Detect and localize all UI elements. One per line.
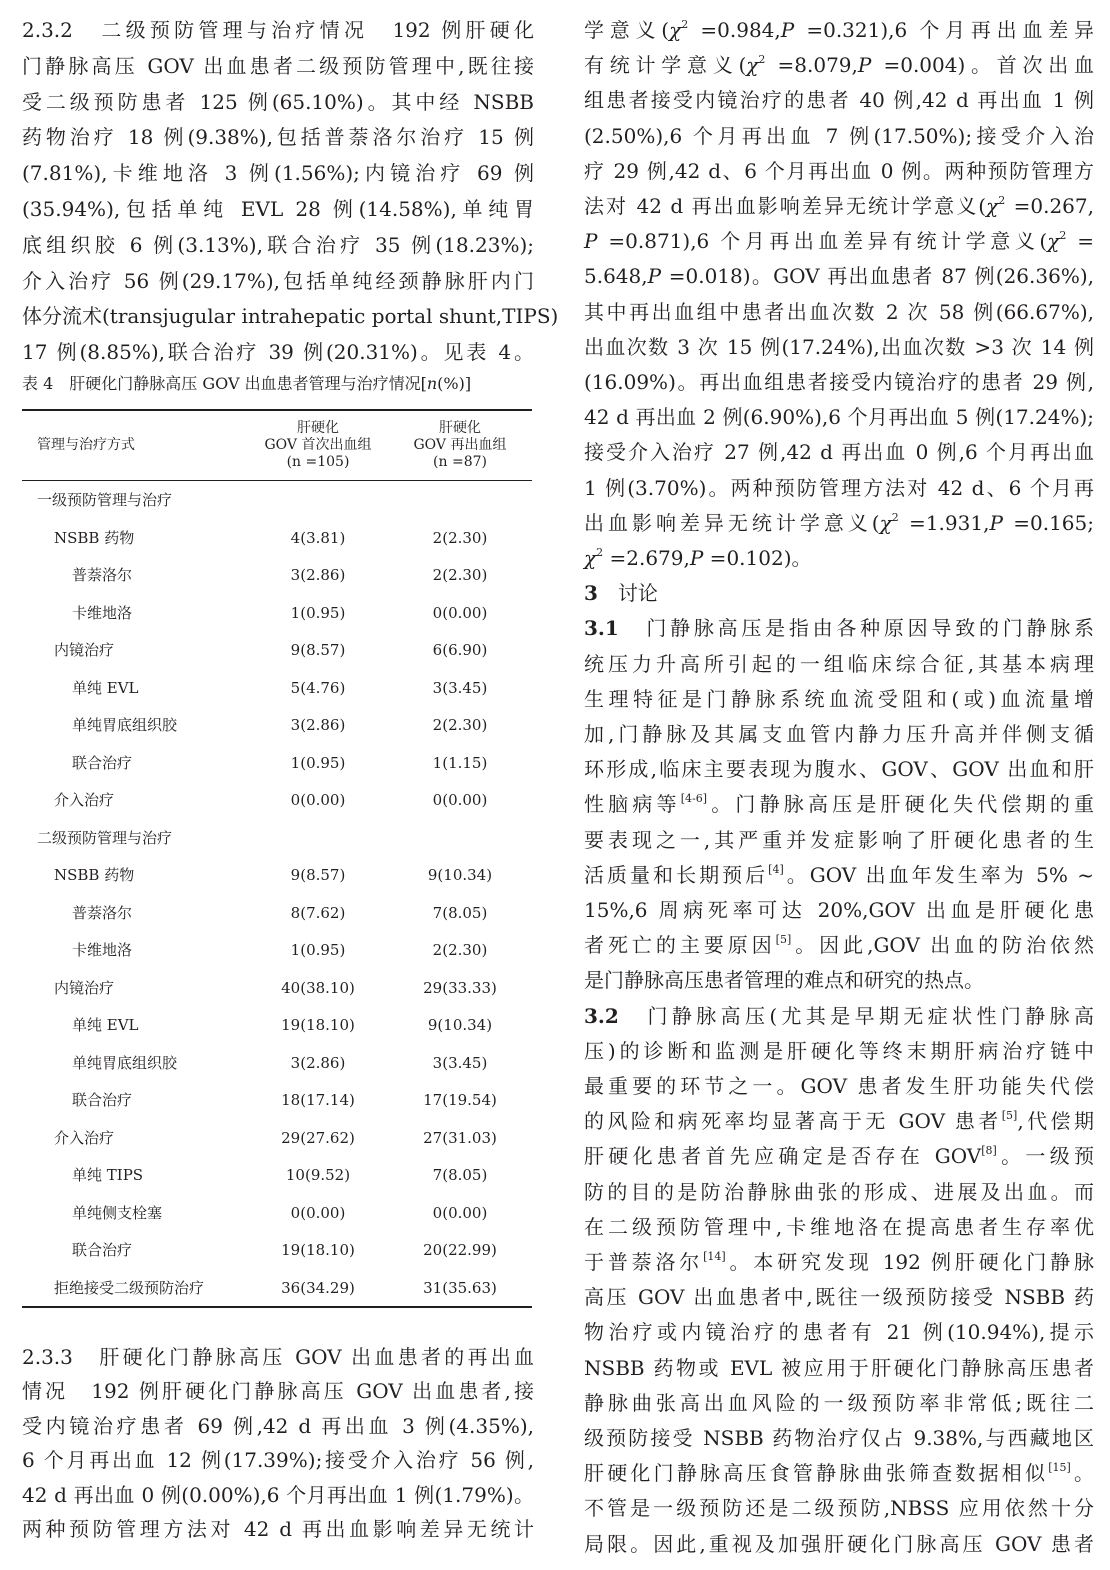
text-segment: 3.1 <box>584 616 619 641</box>
cell-first-bleed: 10(9.52) <box>285 1166 351 1184</box>
text-segment: NSBB 药物或 EVL 被应用于肝硬化门静脉高压患者 <box>584 1355 1094 1380</box>
text-line <box>22 1376 534 1406</box>
text-segment: 药物治疗 18 例(9.38%),包括普萘洛尔治疗 15 例 <box>22 125 534 150</box>
text-segment: P <box>780 18 795 42</box>
header-method: 管理与治疗方式 <box>37 437 135 453</box>
text-segment: 受二级预防患者 125 例(65.10%)。其中经 NSBB <box>22 89 534 114</box>
text-line <box>22 1445 534 1475</box>
text-segment: P <box>689 546 704 570</box>
cell-first-bleed: 1(0.95) <box>290 753 346 772</box>
text-line <box>584 1247 1094 1277</box>
cell-first-bleed: 36(34.29) <box>281 1278 355 1297</box>
text-segment: 底组织胶 6 例(3.13%),联合治疗 35 例(18.23%); <box>22 232 534 257</box>
text-segment: 1 例(3.70%)。两种预防管理方法对 42 d、6 个月再 <box>584 475 1094 500</box>
cell-first-bleed: 40(38.10) <box>281 978 355 997</box>
text-line <box>584 930 1094 960</box>
text-segment: 6 个月再出血 12 例(17.39%);接受介入治疗 56 例, <box>22 1448 534 1473</box>
text-segment: (7.81%),卡维地洛 3 例(1.56%);内镜治疗 69 例 <box>22 161 534 186</box>
row-label: 卡维地洛 <box>72 941 133 959</box>
text-segment: P <box>584 229 598 254</box>
text-line <box>584 367 1094 397</box>
cell-rebleed: 2(2.30) <box>432 566 488 584</box>
text-segment: 两种预防管理方法对 42 d 再出血影响差异无统计 <box>22 1517 534 1541</box>
text-segment: 活质量和长期预后 <box>584 862 769 887</box>
text-segment: =0.267, <box>1005 194 1094 218</box>
text-line <box>22 266 534 296</box>
text-segment: 防的目的是防治静脉曲张的形成、进展及出血。而 <box>584 1179 1094 1204</box>
text-segment: 其中再出血组中患者出血次数 2 次 58 例(66.67%), <box>584 299 1094 324</box>
cell-first-bleed: 3(2.86) <box>290 1053 346 1072</box>
cell-rebleed: 7(8.05) <box>432 1166 488 1184</box>
text-line <box>584 1493 1094 1523</box>
text-segment: χ <box>746 53 759 78</box>
text-line <box>22 158 534 188</box>
text-line <box>584 15 1094 45</box>
text-segment: 在二级预防管理中,卡维地洛在提高患者生存率优 <box>584 1214 1094 1239</box>
text-segment: 疗 29 例,42 d、6 个月再出血 0 例。两种预防管理方 <box>584 158 1094 183</box>
text-segment: 。本研究发现 192 例肝硬化门静脉 <box>725 1250 1095 1274</box>
text-segment: 。 <box>1070 1461 1095 1486</box>
caption-suffix: (%)] <box>437 374 472 393</box>
row-label: NSBB 药物 <box>54 866 135 884</box>
text-segment: 统压力升高所引起的一组临床综合征,其基本病理 <box>584 651 1094 676</box>
text-segment: 门静脉高压(尤其是早期无症状性门静脉高 <box>618 1003 1094 1028</box>
text-segment: =2.679, <box>603 546 690 570</box>
text-segment: 3 <box>584 581 598 606</box>
text-segment: 者死亡的主要原因 <box>584 933 776 958</box>
text-segment: = <box>1066 229 1094 254</box>
cell-rebleed: 9(10.34) <box>427 1016 493 1034</box>
text-line <box>584 1212 1094 1242</box>
text-segment: 门静脉高压是指由各种原因导致的门静脉系 <box>618 616 1094 641</box>
text-line <box>584 1353 1094 1383</box>
text-segment: 15%,6 周病死率可达 20%,GOV 出血是肝硬化患 <box>584 898 1094 922</box>
text-segment: P <box>647 264 662 289</box>
text-line <box>584 121 1094 151</box>
row-label: 联合治疗 <box>72 753 133 772</box>
text-line <box>584 543 1094 573</box>
cell-rebleed: 2(2.30) <box>432 941 488 959</box>
header-line: 肝硬化 <box>297 420 339 436</box>
superscript: 2 <box>758 53 766 67</box>
cell-first-bleed: 9(8.57) <box>290 866 346 884</box>
text-line <box>584 1529 1094 1559</box>
text-line <box>22 1480 534 1510</box>
superscript: 2 <box>998 194 1006 207</box>
text-segment: =0.165; <box>1002 510 1094 535</box>
cell-rebleed: 29(33.33) <box>423 978 497 997</box>
text-segment: 生理特征是门静脉系统血流受阻和(或)血流量增 <box>584 686 1094 711</box>
cell-rebleed: 6(6.90) <box>432 641 488 659</box>
cell-rebleed: 0(0.00) <box>432 603 488 622</box>
text-segment: 组患者接受内镜治疗的患者 40 例,42 d 再出血 1 例 <box>584 88 1094 113</box>
text-line <box>22 301 559 331</box>
text-line <box>22 122 534 152</box>
text-segment: 2.3.2 二级预防管理与治疗情况 192 例肝硬化 <box>22 18 534 42</box>
cell-first-bleed: 9(8.57) <box>290 641 346 659</box>
text-segment: 静脉曲张高出血风险的一级预防率非常低;既往二 <box>584 1390 1094 1415</box>
cell-rebleed: 3(3.45) <box>432 678 488 697</box>
superscript: 2 <box>681 18 689 31</box>
row-label: 介入治疗 <box>54 1128 115 1147</box>
superscript: 2 <box>891 510 899 524</box>
table-caption <box>22 372 534 396</box>
text-line <box>584 1388 1094 1418</box>
text-segment: =8.079, <box>765 53 858 78</box>
text-segment: 最重要的环节之一。GOV 患者发生肝功能失代偿 <box>584 1074 1094 1098</box>
cell-first-bleed: 19(18.10) <box>281 1016 355 1034</box>
cell-first-bleed: 0(0.00) <box>290 791 346 809</box>
text-segment: 压)的诊断和监测是肝硬化等终末期肝病治疗链中 <box>584 1038 1094 1063</box>
cell-first-bleed: 19(18.10) <box>281 1241 355 1259</box>
text-segment: =0.018)。GOV 再出血患者 87 例(26.36%), <box>661 264 1094 289</box>
cell-rebleed: 0(0.00) <box>432 791 488 809</box>
text-segment: 肝硬化门静脉高压食管静脉曲张筛查数据相似 <box>584 1461 1049 1486</box>
text-segment: 介入治疗 56 例(29.17%),包括单纯经颈静脉肝内门 <box>22 268 534 293</box>
superscript: [5] <box>1001 1109 1018 1123</box>
text-line <box>584 402 1094 432</box>
text-segment: 3.2 <box>584 1003 619 1028</box>
text-line <box>584 1141 1094 1171</box>
text-line <box>584 473 1094 503</box>
cell-first-bleed: 18(17.14) <box>281 1091 355 1109</box>
row-label: 单纯 TIPS <box>72 1166 144 1184</box>
text-segment: χ <box>584 546 597 570</box>
cell-first-bleed: 5(4.76) <box>290 678 346 697</box>
table-bottom-rule <box>22 1306 532 1308</box>
text-segment: χ <box>879 510 892 535</box>
text-segment: 5.648, <box>584 264 648 289</box>
text-segment: 42 d 再出血 0 例(0.00%),6 个月再出血 1 例(1.79%)。 <box>22 1482 534 1507</box>
cell-first-bleed: 8(7.62) <box>290 903 346 922</box>
text-segment: χ <box>986 194 999 218</box>
text-line <box>584 297 1094 327</box>
text-segment: 42 d 再出血 2 例(6.90%),6 个月再出血 5 例(17.24%); <box>584 405 1094 430</box>
text-line <box>584 965 1094 995</box>
superscript: [15] <box>1048 1461 1071 1475</box>
text-line <box>22 51 534 81</box>
cell-first-bleed: 4(3.81) <box>290 528 346 547</box>
text-segment: χ <box>669 18 682 42</box>
text-segment: 2.3.3 肝硬化门静脉高压 GOV 出血患者的再出血 <box>22 1345 534 1369</box>
text-line <box>584 895 1094 925</box>
text-segment: 不管是一级预防还是二级预防,NBSS 应用依然十分 <box>584 1496 1094 1521</box>
text-segment: (16.09%)。再出血组患者接受内镜治疗的患者 29 例, <box>584 370 1094 394</box>
header-first-bleed <box>248 420 388 471</box>
text-segment: 的风险和病死率均显著高于无 GOV 患者 <box>584 1109 1002 1134</box>
header-n: (n =87) <box>433 454 487 470</box>
text-segment: 。因此,GOV 出血的防治依然 <box>791 933 1094 958</box>
text-line <box>584 191 1094 221</box>
text-segment: =0.984, <box>688 18 781 42</box>
text-segment: 学意义( <box>584 18 670 42</box>
text-segment: 讨论 <box>597 581 658 606</box>
superscript: [4] <box>768 862 784 876</box>
cell-first-bleed: 0(0.00) <box>290 1203 346 1222</box>
text-line <box>584 1106 1094 1136</box>
text-segment: 情况 192 例肝硬化门静脉高压 GOV 出血患者,接 <box>22 1379 534 1404</box>
text-segment: P <box>989 510 1003 535</box>
text-line <box>584 1317 1094 1347</box>
cell-rebleed: 2(2.30) <box>432 716 488 734</box>
text-segment: 是门静脉高压患者管理的难点和研究的热点。 <box>584 968 984 993</box>
text-segment: 要表现之一,其严重并发症影响了肝硬化患者的生 <box>584 827 1094 852</box>
header-line: GOV 再出血组 <box>413 437 507 453</box>
caption-text: 表 4 肝硬化门静脉高压 GOV 出血患者管理与治疗情况[ <box>22 374 427 393</box>
text-segment: ,代偿期 <box>1017 1109 1094 1134</box>
text-line <box>22 15 534 45</box>
superscript: [4-6] <box>680 792 708 806</box>
header-rebleed <box>390 420 530 471</box>
row-label: 联合治疗 <box>72 1241 133 1259</box>
text-segment: 受内镜治疗患者 69 例,42 d 再出血 3 例(4.35%), <box>22 1413 534 1438</box>
text-line <box>584 261 1094 291</box>
text-segment: 门静脉高压 GOV 出血患者二级预防管理中,既往接 <box>22 53 534 78</box>
header-n: (n =105) <box>286 454 350 470</box>
text-line <box>22 230 534 260</box>
text-segment: =0.102)。 <box>703 546 812 570</box>
text-line <box>22 87 534 117</box>
caption-n: n <box>426 374 438 393</box>
cell-rebleed: 17(19.54) <box>423 1091 497 1109</box>
cell-rebleed: 27(31.03) <box>423 1128 497 1147</box>
row-label: 单纯 EVL <box>72 678 139 697</box>
text-line <box>584 85 1094 115</box>
text-line <box>22 1411 534 1441</box>
cell-rebleed: 1(1.15) <box>432 753 488 772</box>
text-segment: χ <box>1047 229 1060 254</box>
row-label: 普萘洛尔 <box>72 903 133 922</box>
text-segment: 局限。因此,重视及加强肝硬化门脉高压 GOV 患者 <box>584 1531 1094 1556</box>
table-top-rule <box>22 409 532 411</box>
superscript: 2 <box>596 546 604 559</box>
text-line <box>584 825 1094 855</box>
text-line <box>584 578 1094 608</box>
header-line: GOV 首次出血组 <box>264 437 372 453</box>
text-segment: 加,门静脉及其属支血管内静力压升高并伴侧支循 <box>584 722 1094 746</box>
text-line <box>584 613 1094 643</box>
superscript: [14] <box>703 1250 726 1263</box>
text-segment: =0.321),6 个月再出血差异 <box>794 18 1094 42</box>
text-line <box>584 50 1094 80</box>
text-line <box>584 508 1094 538</box>
text-segment: 级预防接受 NSBB 药物治疗仅占 9.38%,与西藏地区 <box>584 1426 1094 1450</box>
text-segment: 17 例(8.85%),联合治疗 39 例(20.31%)。见表 4。 <box>22 340 534 365</box>
text-segment: =1.931, <box>898 510 990 535</box>
text-segment: 体分流术(transjugular intrahepatic portal shunt,TIPS) <box>22 304 559 329</box>
text-line <box>584 437 1094 467</box>
text-segment: =0.871),6 个月再出血差异有统计学意义( <box>597 229 1048 254</box>
cell-rebleed: 7(8.05) <box>432 903 488 922</box>
superscript: [5] <box>775 933 792 947</box>
header-line: 肝硬化 <box>439 420 481 436</box>
text-line <box>22 1342 534 1372</box>
text-line <box>584 1423 1094 1453</box>
text-segment: 肝硬化患者首先应确定是否存在 GOV <box>584 1144 982 1169</box>
cell-rebleed: 2(2.30) <box>432 528 488 547</box>
row-label: 一级预防管理与治疗 <box>37 491 173 509</box>
text-line <box>584 719 1094 749</box>
cell-rebleed: 20(22.99) <box>423 1241 497 1259</box>
text-segment: 法对 42 d 再出血影响差异无统计学意义( <box>584 194 987 218</box>
text-segment: 性脑病等 <box>584 792 681 817</box>
text-line <box>584 684 1094 714</box>
row-label: 二级预防管理与治疗 <box>37 828 173 847</box>
text-line <box>584 1177 1094 1207</box>
cell-first-bleed: 3(2.86) <box>290 566 346 584</box>
text-line <box>584 1458 1094 1488</box>
text-line <box>22 194 534 224</box>
text-line <box>584 649 1094 679</box>
cell-rebleed: 31(35.63) <box>423 1278 497 1297</box>
text-segment: 高压 GOV 出血患者中,既往一级预防接受 NSBB 药 <box>584 1285 1094 1310</box>
text-segment: 物治疗或内镜治疗的患者有 21 例(10.94%),提示 <box>584 1320 1094 1345</box>
cell-rebleed: 3(3.45) <box>432 1053 488 1072</box>
text-segment: 。GOV 出血年发生率为 5% ~ <box>783 862 1094 887</box>
superscript: [8] <box>981 1144 997 1158</box>
text-segment: =0.004)。首次出血 <box>871 53 1094 78</box>
text-segment: (2.50%),6 个月再出血 7 例(17.50%);接受介入治 <box>584 123 1094 148</box>
row-label: 卡维地洛 <box>72 603 133 622</box>
cell-first-bleed: 3(2.86) <box>290 716 346 734</box>
text-segment: 。门静脉高压是肝硬化失代偿期的重 <box>707 792 1095 817</box>
text-segment: P <box>857 53 872 78</box>
text-line <box>584 754 1094 784</box>
row-label: 单纯侧支栓塞 <box>72 1203 163 1222</box>
text-segment: 。一级预 <box>996 1144 1095 1169</box>
cell-first-bleed: 29(27.62) <box>281 1128 355 1147</box>
row-label: 单纯胃底组织胶 <box>72 1053 178 1072</box>
text-segment: 出血次数 3 次 15 例(17.24%),出血次数 >3 次 14 例 <box>584 334 1094 359</box>
row-label: 单纯胃底组织胶 <box>72 716 178 734</box>
table-header-rule <box>22 480 532 481</box>
text-segment: 环形成,临床主要表现为腹水、GOV、GOV 出血和肝 <box>584 757 1094 782</box>
text-line <box>584 1282 1094 1312</box>
row-label: 内镜治疗 <box>54 978 115 997</box>
text-line <box>22 337 534 367</box>
text-segment: 于普萘洛尔 <box>584 1250 704 1274</box>
row-label: NSBB 药物 <box>54 528 135 547</box>
cell-first-bleed: 1(0.95) <box>290 603 346 622</box>
text-line <box>22 1514 534 1544</box>
text-line <box>584 156 1094 186</box>
superscript: 2 <box>1059 229 1067 243</box>
text-line <box>584 1071 1094 1101</box>
text-segment: (35.94%),包括单纯 EVL 28 例(14.58%),单纯胃 <box>22 197 534 221</box>
cell-first-bleed: 1(0.95) <box>290 941 346 959</box>
text-line <box>584 332 1094 362</box>
text-line <box>584 1001 1094 1031</box>
row-label: 拒绝接受二级预防治疗 <box>54 1278 205 1297</box>
text-segment: 出血影响差异无统计学意义( <box>584 510 880 535</box>
row-label: 单纯 EVL <box>72 1016 139 1034</box>
cell-rebleed: 0(0.00) <box>432 1203 488 1222</box>
text-line <box>584 1036 1094 1066</box>
text-segment: 接受介入治疗 27 例,42 d 再出血 0 例,6 个月再出血 <box>584 440 1094 465</box>
text-line <box>584 860 1094 890</box>
row-label: 内镜治疗 <box>54 641 115 659</box>
text-line <box>584 789 1094 819</box>
row-label: 介入治疗 <box>54 791 115 809</box>
row-label: 联合治疗 <box>72 1091 133 1109</box>
text-segment: 有统计学意义( <box>584 53 747 78</box>
row-label: 普萘洛尔 <box>72 566 133 584</box>
text-line <box>584 226 1094 256</box>
cell-rebleed: 9(10.34) <box>427 866 493 884</box>
